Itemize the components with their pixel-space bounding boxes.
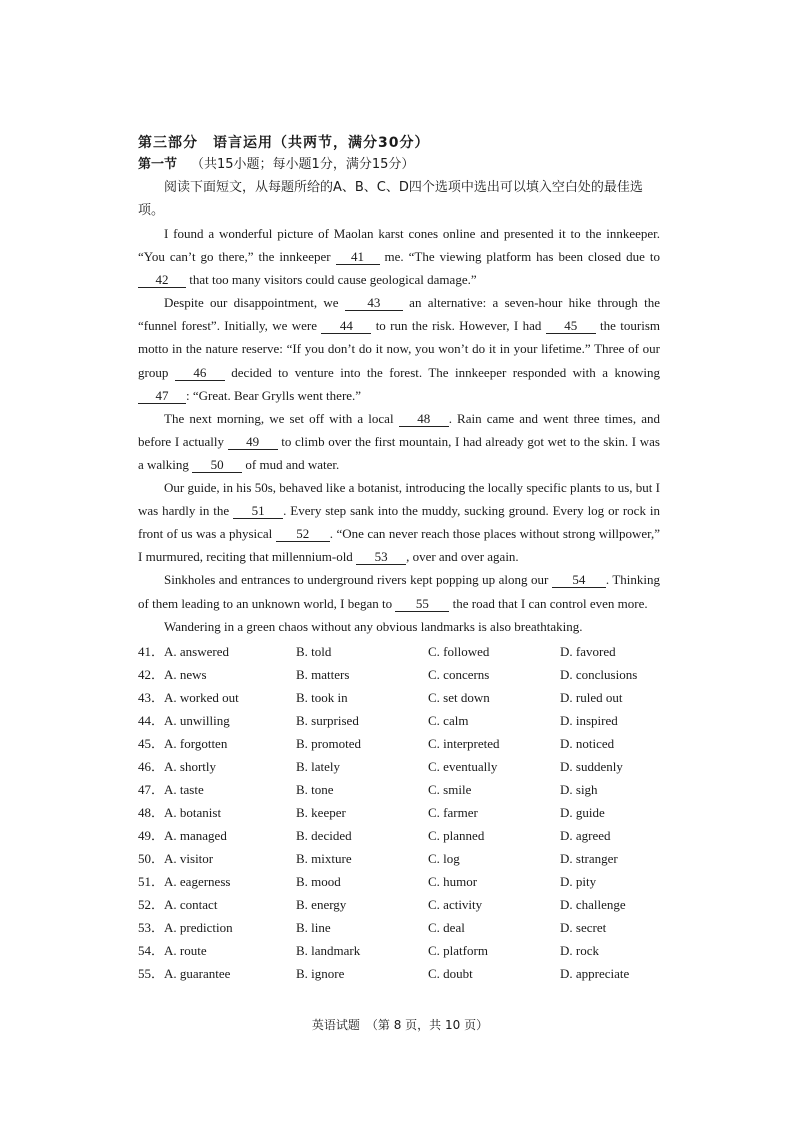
option-a: A. managed bbox=[164, 827, 227, 843]
option-a: A. botanist bbox=[164, 804, 222, 820]
passage-paragraph-3: The next morning, we set off with a local 48 . Rain came and went three times, and before I actually 49 to climb over the first mountain, I had already got wet to the skin. I was a walking 50 of mud and water. bbox=[138, 410, 660, 472]
option-row bbox=[138, 732, 660, 755]
question-number: 53． bbox=[138, 919, 165, 935]
option-a: A. contact bbox=[164, 896, 218, 912]
option-d: D. inspired bbox=[560, 712, 618, 728]
option-a: A. visitor bbox=[164, 850, 214, 866]
option-c: C. activity bbox=[428, 896, 483, 912]
instructions: 阅读下面短文，从每题所给的A、B、C、D四个选项中选出可以填入空白处的最佳选项。 bbox=[138, 180, 643, 218]
question-number: 45． bbox=[138, 735, 165, 751]
question-number: 42． bbox=[138, 666, 165, 682]
option-c: C. calm bbox=[428, 712, 469, 728]
option-b: B. told bbox=[296, 643, 332, 659]
option-c: C. farmer bbox=[428, 804, 478, 820]
option-a: A. answered bbox=[164, 643, 229, 659]
option-b: B. landmark bbox=[296, 942, 361, 958]
passage-paragraph-6: Wandering in a green chaos without any obvious landmarks is also breathtaking. bbox=[164, 618, 583, 634]
exam-page bbox=[138, 132, 660, 985]
option-c: C. set down bbox=[428, 689, 490, 705]
option-d: D. challenge bbox=[560, 896, 626, 912]
option-row bbox=[138, 893, 660, 916]
option-d: D. secret bbox=[560, 919, 607, 935]
question-number: 50． bbox=[138, 850, 165, 866]
option-row bbox=[138, 801, 660, 824]
option-d: D. ruled out bbox=[560, 689, 623, 705]
blank-41: 41 bbox=[336, 250, 380, 265]
passage-paragraph-4: Our guide, in his 50s, behaved like a botanist, introducing the locally specific plants to us, but I was hardly in the 51 . Every step sank into the muddy, sucking ground. Every log or rock in front of us was a physical 52 . “One can never reach those places without strong willpower,” I murmured, reciting that millennium-old 53 , over and over again. bbox=[138, 480, 660, 565]
blank-42: 42 bbox=[138, 273, 186, 288]
option-d: D. stranger bbox=[560, 850, 618, 866]
option-b: B. tone bbox=[296, 781, 334, 797]
option-b: B. promoted bbox=[296, 735, 361, 751]
question-number: 55． bbox=[138, 965, 165, 981]
passage-paragraph-1: I found a wonderful picture of Maolan karst cones online and presented it to the innkeeper. “You can’t go there,” the innkeeper 41 me. “The viewing platform has been closed due to 42 that too many visitors could cause geological damage.” bbox=[138, 226, 660, 288]
option-d: D. sigh bbox=[560, 781, 598, 797]
option-b: B. matters bbox=[296, 666, 350, 682]
option-d: D. guide bbox=[560, 804, 605, 820]
blank-50: 50 bbox=[192, 458, 242, 473]
option-row bbox=[138, 939, 660, 962]
option-row bbox=[138, 663, 660, 686]
blank-53: 53 bbox=[356, 550, 406, 565]
option-row bbox=[138, 640, 660, 663]
option-d: D. noticed bbox=[560, 735, 615, 751]
question-number: 41． bbox=[138, 643, 165, 659]
option-row bbox=[138, 916, 660, 939]
option-a: A. taste bbox=[164, 781, 204, 797]
blank-44: 44 bbox=[321, 319, 371, 334]
subsection-label: 第一节 bbox=[138, 157, 178, 172]
option-b: B. keeper bbox=[296, 804, 346, 820]
options-list bbox=[138, 640, 660, 985]
question-number: 54． bbox=[138, 942, 165, 958]
option-d: D. rock bbox=[560, 942, 599, 958]
option-c: C. planned bbox=[428, 827, 485, 843]
question-number: 51． bbox=[138, 873, 165, 889]
option-d: D. conclusions bbox=[560, 666, 638, 682]
option-c: C. eventually bbox=[428, 758, 498, 774]
question-number: 43． bbox=[138, 689, 165, 705]
option-row bbox=[138, 778, 660, 801]
blank-52: 52 bbox=[276, 527, 330, 542]
blank-54: 54 bbox=[552, 573, 606, 588]
option-a: A. route bbox=[164, 942, 207, 958]
option-a: A. shortly bbox=[164, 758, 217, 774]
option-a: A. guarantee bbox=[164, 965, 231, 981]
option-b: B. lately bbox=[296, 758, 341, 774]
option-a: A. news bbox=[164, 666, 207, 682]
option-c: C. interpreted bbox=[428, 735, 500, 751]
option-row bbox=[138, 755, 660, 778]
option-a: A. prediction bbox=[164, 919, 233, 935]
blank-45: 45 bbox=[546, 319, 596, 334]
option-c: C. doubt bbox=[428, 965, 473, 981]
option-a: A. unwilling bbox=[164, 712, 230, 728]
question-number: 46． bbox=[138, 758, 165, 774]
subsection-header bbox=[138, 154, 660, 176]
option-c: C. followed bbox=[428, 643, 490, 659]
option-c: C. smile bbox=[428, 781, 472, 797]
passage-paragraph-2: Despite our disappointment, we 43 an alternative: a seven-hour hike through the “funnel forest”. Initially, we were 44 to run the risk. However, I had 45 the tourism motto in the nature reserve: “If you don’t do it now, you won’t do it in your lifetime.” Three of our group 46 decided to venture into the forest. The innkeeper responded with a knowing 47 : “Great. Bear Grylls went there.” bbox=[138, 295, 661, 403]
option-b: B. mixture bbox=[296, 850, 352, 866]
option-a: A. eagerness bbox=[164, 873, 231, 889]
blank-55: 55 bbox=[395, 597, 449, 612]
blank-48: 48 bbox=[399, 412, 449, 427]
option-c: C. log bbox=[428, 850, 460, 866]
option-d: D. pity bbox=[560, 873, 597, 889]
blank-51: 51 bbox=[233, 504, 283, 519]
option-a: A. worked out bbox=[164, 689, 239, 705]
page-footer: 英语试题 （第 8 页，共 10 页） bbox=[311, 1018, 489, 1032]
option-row bbox=[138, 686, 660, 709]
question-number: 44． bbox=[138, 712, 165, 728]
option-b: B. energy bbox=[296, 896, 347, 912]
option-row bbox=[138, 824, 660, 847]
blank-49: 49 bbox=[228, 435, 278, 450]
option-c: C. concerns bbox=[428, 666, 490, 682]
option-b: B. took in bbox=[296, 689, 348, 705]
option-b: B. ignore bbox=[296, 965, 345, 981]
option-d: D. suddenly bbox=[560, 758, 623, 774]
option-row bbox=[138, 709, 660, 732]
option-row bbox=[138, 962, 660, 985]
question-number: 49． bbox=[138, 827, 165, 843]
blank-43: 43 bbox=[345, 296, 403, 311]
option-row bbox=[138, 847, 660, 870]
option-d: D. agreed bbox=[560, 827, 611, 843]
blank-47: 47 bbox=[138, 389, 186, 404]
option-c: C. platform bbox=[428, 942, 488, 958]
subsection-desc: （共15小题；每小题1分，满分15分） bbox=[191, 157, 415, 172]
option-row bbox=[138, 870, 660, 893]
option-a: A. forgotten bbox=[164, 735, 228, 751]
option-b: B. decided bbox=[296, 827, 352, 843]
option-b: B. surprised bbox=[296, 712, 359, 728]
blank-46: 46 bbox=[175, 366, 225, 381]
option-b: B. line bbox=[296, 919, 331, 935]
option-d: D. favored bbox=[560, 643, 616, 659]
option-c: C. humor bbox=[428, 873, 478, 889]
question-number: 48． bbox=[138, 804, 165, 820]
question-number: 47． bbox=[138, 781, 165, 797]
option-d: D. appreciate bbox=[560, 965, 630, 981]
section-title: 第三部分 语言运用（共两节，满分30分） bbox=[138, 135, 430, 151]
question-number: 52． bbox=[138, 896, 165, 912]
option-b: B. mood bbox=[296, 873, 341, 889]
option-c: C. deal bbox=[428, 919, 465, 935]
passage-paragraph-5: Sinkholes and entrances to underground rivers kept popping up along our 54 . Thinking of them leading to an unknown world, I began to 55 the road that I can control even more. bbox=[138, 572, 660, 611]
